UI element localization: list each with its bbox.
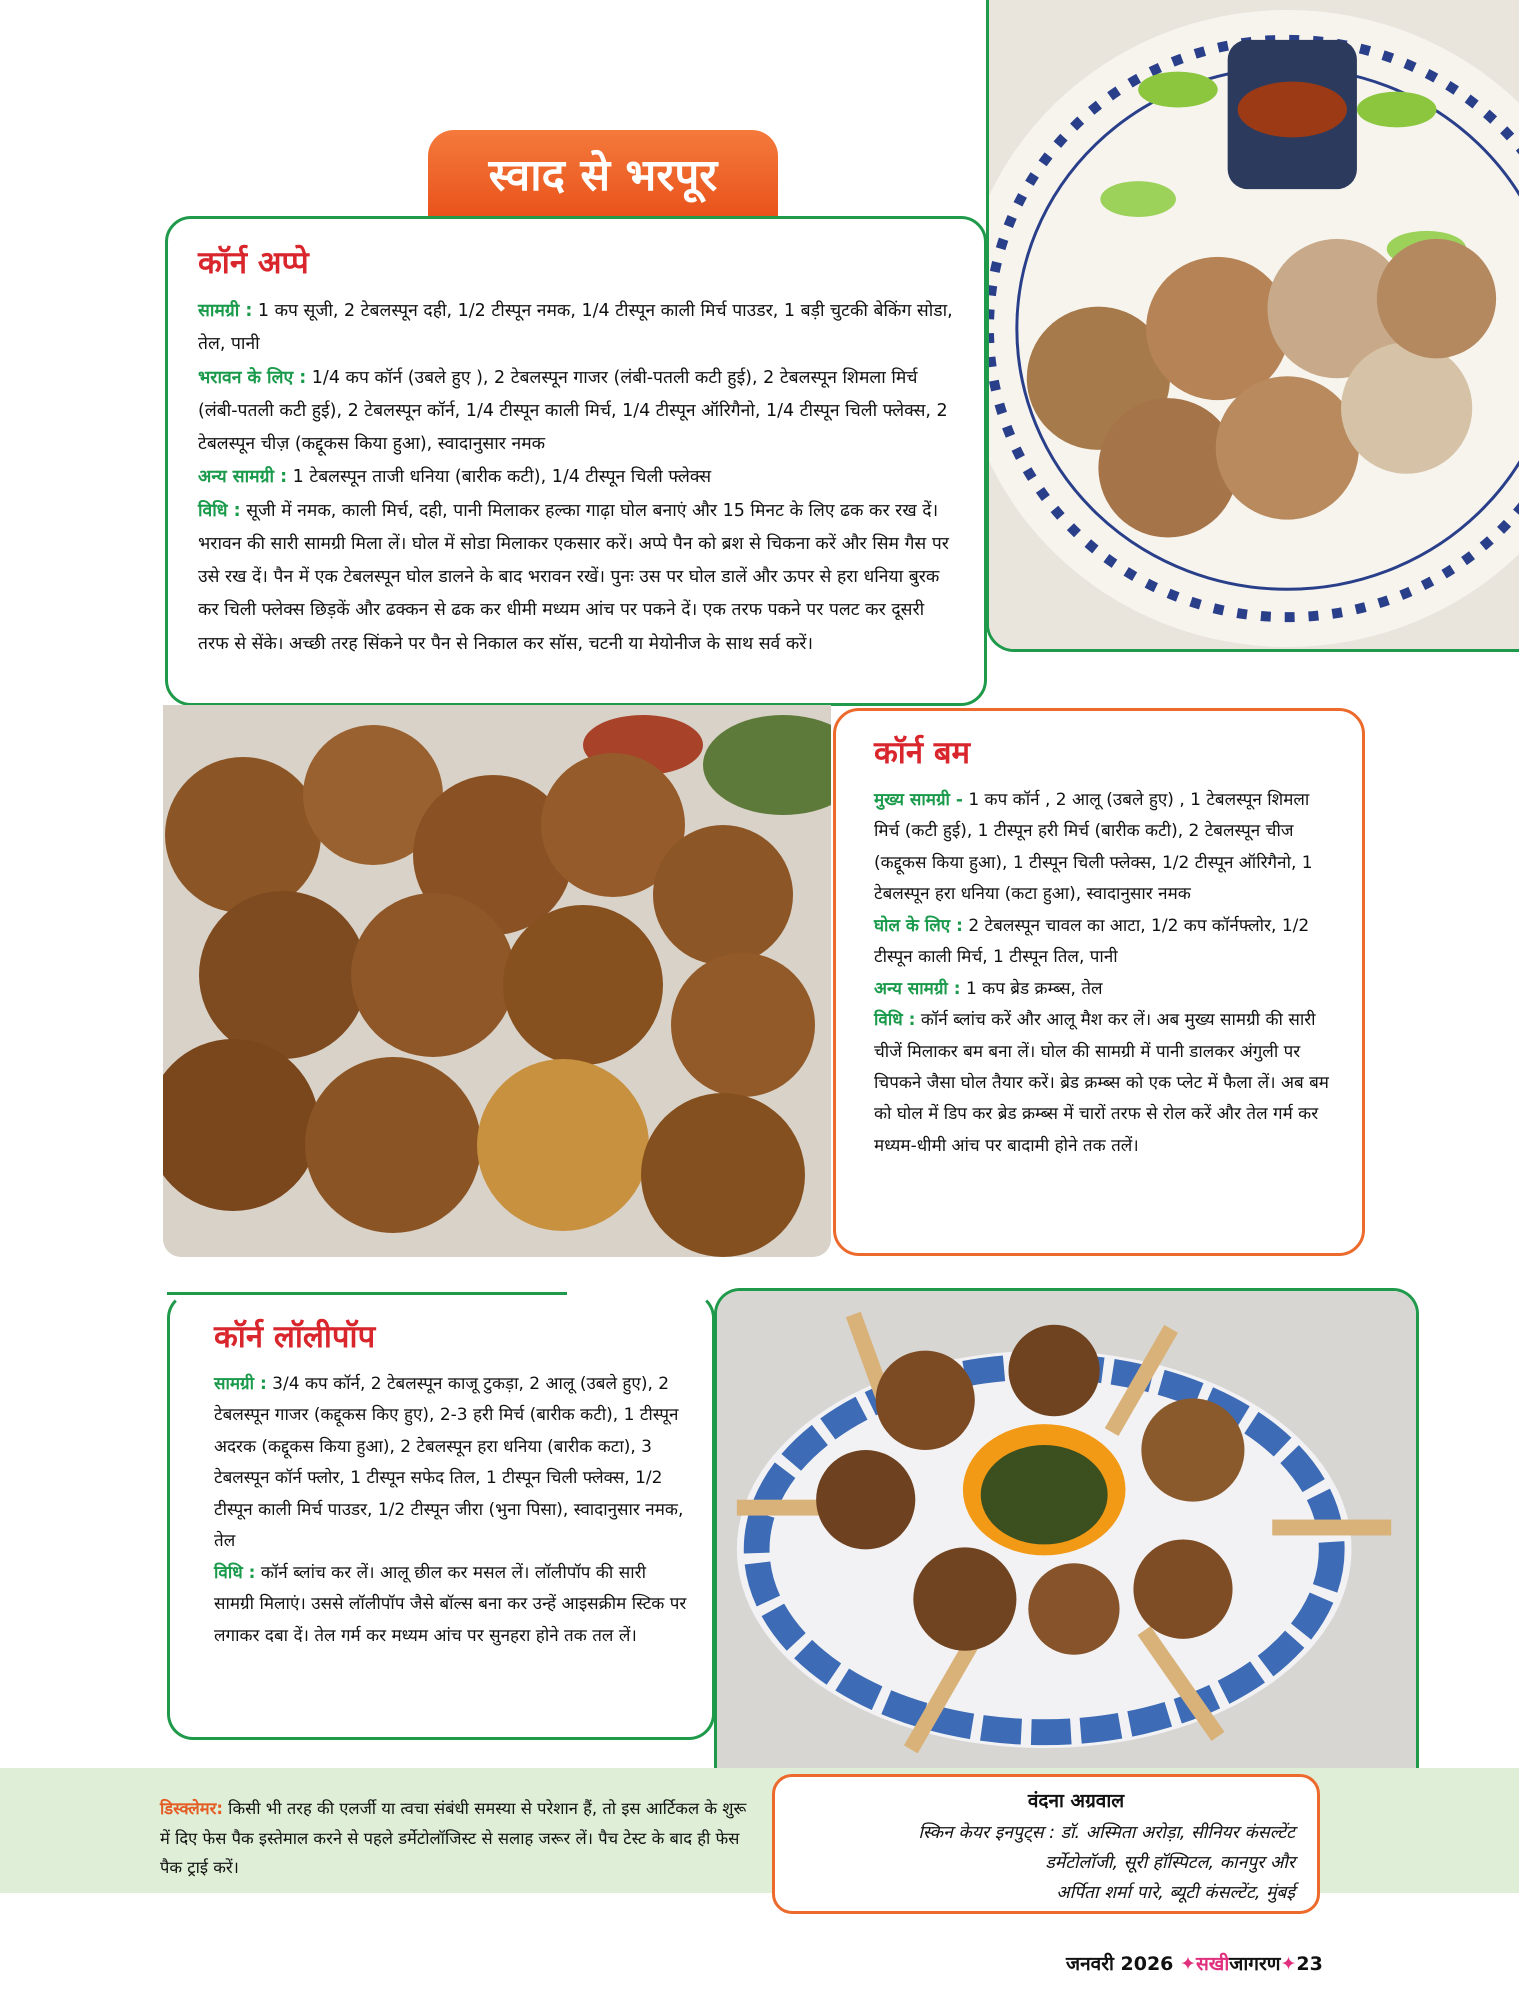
divider-line <box>167 1292 567 1295</box>
other-ingredients-text: 1 कप ब्रेड क्रम्ब्स, तेल <box>960 978 1103 999</box>
corn-bomb-recipe-box <box>833 708 1365 1256</box>
star-icon: ✦ <box>1280 1953 1297 1975</box>
section-title: स्वाद से भरपूर <box>428 130 778 216</box>
corn-lollipop-recipe-box <box>167 1292 715 1740</box>
filling-text: 1/4 कप कॉर्न (उबले हुए ), 2 टेबलस्पून गाजर (लंबी-पतली कटी हुई), 2 टेबलस्पून शिमला मिर्च (लंबी-पतली कटी हुई), 2 टेबलस्पून कॉर्न, 1/4 टीस्पून काली मिर्च, 1/4 टीस्पून ऑरिगैनो, 1/4 टीस्पून चिली फ्लेक्स, 2 टेबलस्पून चीज़ (कद्दूकस किया हुआ), स्वादानुसार नमक <box>198 367 948 454</box>
method-text: सूजी में नमक, काली मिर्च, दही, पानी मिलाकर हल्का गाढ़ा घोल बनाएं और 15 मिनट के लिए ढक कर रख दें। भरावन की सारी सामग्री मिला लें। घोल में सोडा मिलाकर एकसार करें। अप्पे पैन को ब्रश से चिकना करें और सिम गैस पर उसे रख दें। पैन में एक टेबलस्पून घोल डालने के बाद भरावन रखें। पुनः उस पर घोल डालें और ऊपर से हरा धनिया बुरक कर चिली फ्लेक्स छिड़कें और ढक्कन से ढक कर धीमी मध्यम आंच पर पकने दें। एक तरफ पकने पर पलट कर दूसरी तरफ से सेंके। अच्छी तरह सिंकने पर पैन से निकाल कर सॉस, चटनी या मेयोनीज के साथ सर्व करें। <box>198 500 949 654</box>
method-label: विधि : <box>214 1562 256 1583</box>
star-icon: ✦ <box>1180 1953 1196 1975</box>
page-footer <box>1066 1950 1323 1976</box>
credit-line-1: स्किन केयर इनपुट्स : डॉ. अस्मिता अरोड़ा, सीनियर कंसल्टेंट <box>918 1823 1295 1843</box>
corn-appe-body <box>198 295 958 661</box>
other-ingredients-label: अन्य सामग्री : <box>874 978 961 999</box>
corn-lollipop-photo <box>714 1288 1419 1768</box>
corn-bomb-body <box>874 785 1340 1162</box>
credit-box <box>772 1774 1320 1914</box>
corn-bomb-photo <box>163 705 831 1257</box>
batter-text: 2 टेबलस्पून चावल का आटा, 1/2 कप कॉर्नफ्लोर, 1/2 टीस्पून काली मिर्च, 1 टीस्पून तिल, पानी <box>874 915 1310 968</box>
corn-bomb-title: कॉर्न बम <box>874 735 971 771</box>
issue-date: जनवरी 2026 <box>1066 1953 1174 1975</box>
disclaimer-label: डिस्क्लेमर: <box>160 1799 223 1818</box>
corn-lollipop-title: कॉर्न लॉलीपॉप <box>214 1319 376 1355</box>
method-text: कॉर्न ब्लांच करें और आलू मैश कर लें। अब मुख्य सामग्री की सारी चीजें मिलाकर बम बना लें। घोल की सामग्री में पानी डालकर अंगुली पर चिपकने जैसा घोल तैयार करें। ब्रेड क्रम्ब्स को एक प्लेट में फैला लें। अब बम को घोल में डिप कर ब्रेड क्रम्ब्स में चारों तरफ से रोल करें और तेल गर्म कर मध्यम-धीमी आंच पर बादामी होने तक तलें। <box>874 1010 1329 1156</box>
filling-label: भरावन के लिए : <box>198 367 307 388</box>
magazine-name-part-2: जागरण <box>1229 1953 1281 1975</box>
other-ingredients-text: 1 टेबलस्पून ताजी धनिया (बारीक कटी), 1/4 टीस्पून चिली फ्लेक्स <box>287 467 712 488</box>
main-ingredients-label: मुख्य सामग्री - <box>874 790 963 810</box>
corn-appe-recipe-box <box>165 216 987 706</box>
corn-appe-title: कॉर्न अप्पे <box>198 245 309 281</box>
corn-appe-photo <box>986 0 1519 652</box>
main-ingredients-text: 1 कप कॉर्न , 2 आलू (उबले हुए) , 1 टेबलस्पून शिमला मिर्च (कटी हुई), 1 टीस्पून हरी मिर्च (बारीक कटी), 2 टेबलस्पून चीज (कद्दूकस किया हुआ), 1 टीस्पून चिली फ्लेक्स, 1/2 टीस्पून ऑरिगैनो, 1 टेबलस्पून हरा धनिया (कटा हुआ), स्वादानुसार नमक <box>874 790 1313 905</box>
ingredients-label: सामग्री : <box>214 1374 267 1394</box>
ingredients-label: सामग्री : <box>198 301 253 321</box>
corn-lollipop-body <box>214 1369 690 1652</box>
method-label: विधि : <box>198 500 241 521</box>
method-label: विधि : <box>874 1010 916 1031</box>
disclaimer-text <box>160 1794 750 1883</box>
ingredients-text: 1 कप सूजी, 2 टेबलस्पून दही, 1/2 टीस्पून नमक, 1/4 टीस्पून काली मिर्च पाउडर, 1 बड़ी चुटकी बेकिंग सोडा, तेल, पानी <box>198 301 953 355</box>
disclaimer-body: किसी भी तरह की एलर्जी या त्वचा संबंधी समस्या से परेशान हैं, तो इस आर्टिकल के शुरू में दिए फेस पैक इस्तेमाल करने से पहले डर्मेटोलॉजिस्ट से सलाह जरूर लें। पैच टेस्ट के बाद ही फेस पैक ट्राई करें। <box>160 1799 747 1878</box>
credit-line-3: अर्पिता शर्मा पारे, ब्यूटी कंसल्टेंट, मुंबई <box>1056 1882 1295 1903</box>
page-number: 23 <box>1296 1953 1323 1975</box>
credit-line-2: डर्मेटोलॉजी, सूरी हॉस्पिटल, कानपुर और <box>1045 1852 1295 1873</box>
ingredients-text: 3/4 कप कॉर्न, 2 टेबलस्पून काजू टुकड़ा, 2 आलू (उबले हुए), 2 टेबलस्पून गाजर (कद्दूकस किए हुए), 2-3 हरी मिर्च (बारीक कटी), 1 टीस्पून अदरक (कद्दूकस किया हुआ), 2 टेबलस्पून हरा धनिया (बारीक कटा), 3 टेबलस्पून कॉर्न फ्लोर, 1 टीस्पून सफेद तिल, 1 टीस्पून चिली फ्लेक्स, 1/2 टीस्पून काली मिर्च पाउडर, 1/2 टीस्पून जीरा (भुना पिसा), स्वादानुसार नमक, तेल <box>214 1374 684 1552</box>
other-ingredients-label: अन्य सामग्री : <box>198 467 288 488</box>
batter-label: घोल के लिए : <box>874 915 963 936</box>
author-name: वंदना अग्रवाल <box>1027 1790 1125 1812</box>
magazine-name-part-1: सखी <box>1195 1953 1230 1975</box>
method-text: कॉर्न ब्लांच कर लें। आलू छील कर मसल लें। लॉलीपॉप की सारी सामग्री मिलाएं। उससे लॉलीपॉप जैसे बॉल्स बना कर उन्हें आइसक्रीम स्टिक पर लगाकर दबा दें। तेल गर्म कर मध्यम आंच पर सुनहरा होने तक तल लें। <box>214 1562 687 1646</box>
